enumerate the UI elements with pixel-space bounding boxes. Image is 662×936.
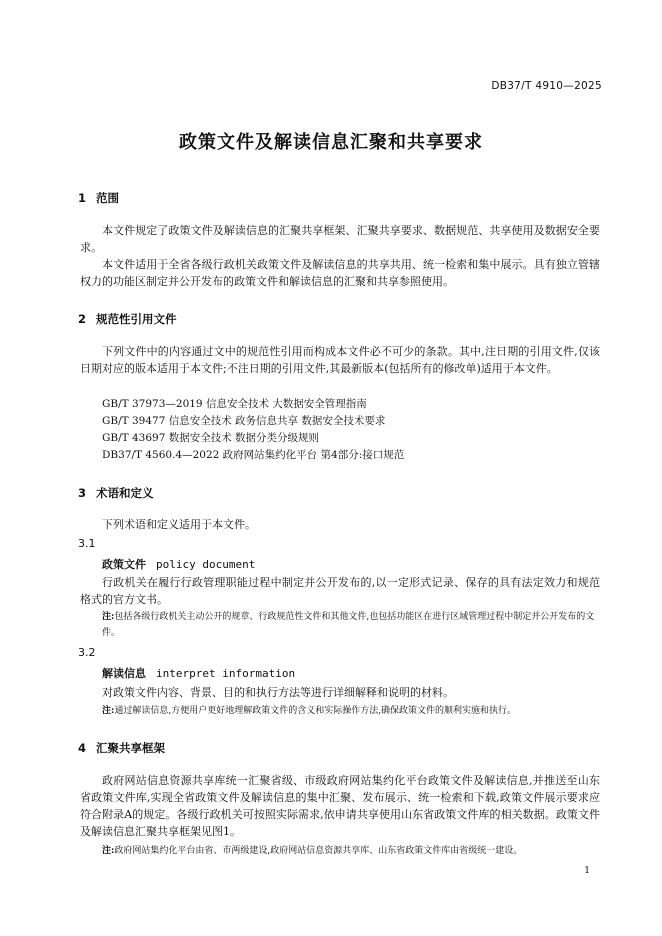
reference-item: GB/T 43697 数据安全技术 数据分类分级规则 [102,432,320,444]
section-title: 范围 [96,191,119,205]
term-zh: 解读信息 [102,667,146,680]
section-title: 规范性引用文件 [96,312,177,326]
section-number: 2 [78,312,87,326]
reference-item: GB/T 37973—2019 信息安全技术 大数据安全管理指南 [102,398,367,410]
section-number: 3 [78,486,87,500]
paragraph: 本文件规定了政策文件及解读信息的汇聚共享框架、汇聚共享要求、数据规范、共享使用及数据安全要求。 [80,224,600,254]
term-en: policy document [156,558,256,571]
page-title: 政策文件及解读信息汇聚和共享要求 [179,132,483,153]
note-text: 通过解读信息,方便用户更好地理解政策文件的含义和实际操作方法,确保政策文件的顺利实施和执行。 [114,706,517,716]
term-heading [102,665,295,681]
paragraph: 下列文件中的内容通过文中的规范性引用而构成本文件必不可少的条款。其中,注日期的引用文件,仅该日期对应的版本适用于本文件;不注日期的引用文件,其最新版本(包括所有的修改单)适用于本文件。 [80,345,600,375]
term-definition: 对政策文件内容、背景、目的和执行方法等进行详细解释和说明的材料。 [102,686,454,699]
note [102,703,600,719]
section-title: 汇聚共享框架 [96,741,165,755]
note-label: 注: [102,612,115,622]
note-text: 政府网站集约化平台由省、市两级建设,政府网站信息资源共享库、山东省政策文件库由省级统一建设。 [114,846,523,856]
section-number: 4 [78,741,87,755]
term-heading [102,556,255,572]
note-label: 注: [102,846,115,856]
term-zh: 政策文件 [102,558,146,571]
reference-item: GB/T 39477 信息安全技术 政务信息共享 数据安全技术要求 [102,415,386,427]
section-title: 术语和定义 [96,486,154,500]
term-number: 3.2 [78,646,96,659]
term-number: 3.1 [78,537,96,550]
note-label: 注: [102,706,115,716]
paragraph: 下列术语和定义适用于本文件。 [102,518,256,531]
section-3-heading [78,485,154,501]
reference-item: DB37/T 4560.4—2022 政府网站集约化平台 第4部分:接口规范 [102,449,405,461]
document-code: DB37/T 4910—2025 [491,80,602,92]
note-text: 包括各级行政机关主动公开的规章、行政规范性文件和其他文件,也包括功能区在进行区域管理过程中制定并公开发布的文件。 [102,612,595,638]
term-en: interpret information [156,667,296,680]
section-number: 1 [78,191,87,205]
section-4-heading [78,740,165,756]
term-definition: 行政机关在履行行政管理职能过程中制定并公开发布的,以一定形式记录、保存的具有法定效力和规范格式的官方文书。 [80,576,600,606]
note [102,609,600,641]
section-2-heading [78,311,177,327]
page-number: 1 [584,866,590,876]
section-1-heading [78,190,119,206]
paragraph: 本文件适用于全省各级行政机关政策文件及解读信息的共享共用、统一检索和集中展示。具有独立管辖权力的功能区制定并公开发布的政策文件和解读信息的汇聚和共享参照使用。 [80,258,600,288]
note [80,843,600,859]
paragraph: 政府网站信息资源共享库统一汇聚省级、市级政府网站集约化平台政策文件及解读信息,并推送至山东省政策文件库,实现全省政策文件及解读信息的集中汇聚、发布展示、统一检索和下载,政策文件展示要求应符合附录A的规定。各级行政机关可按照实际需求,依申请共享使用山东省政策文件库的相关数据。政策文件及解读信息汇聚共享框架见图1。 [80,774,600,838]
